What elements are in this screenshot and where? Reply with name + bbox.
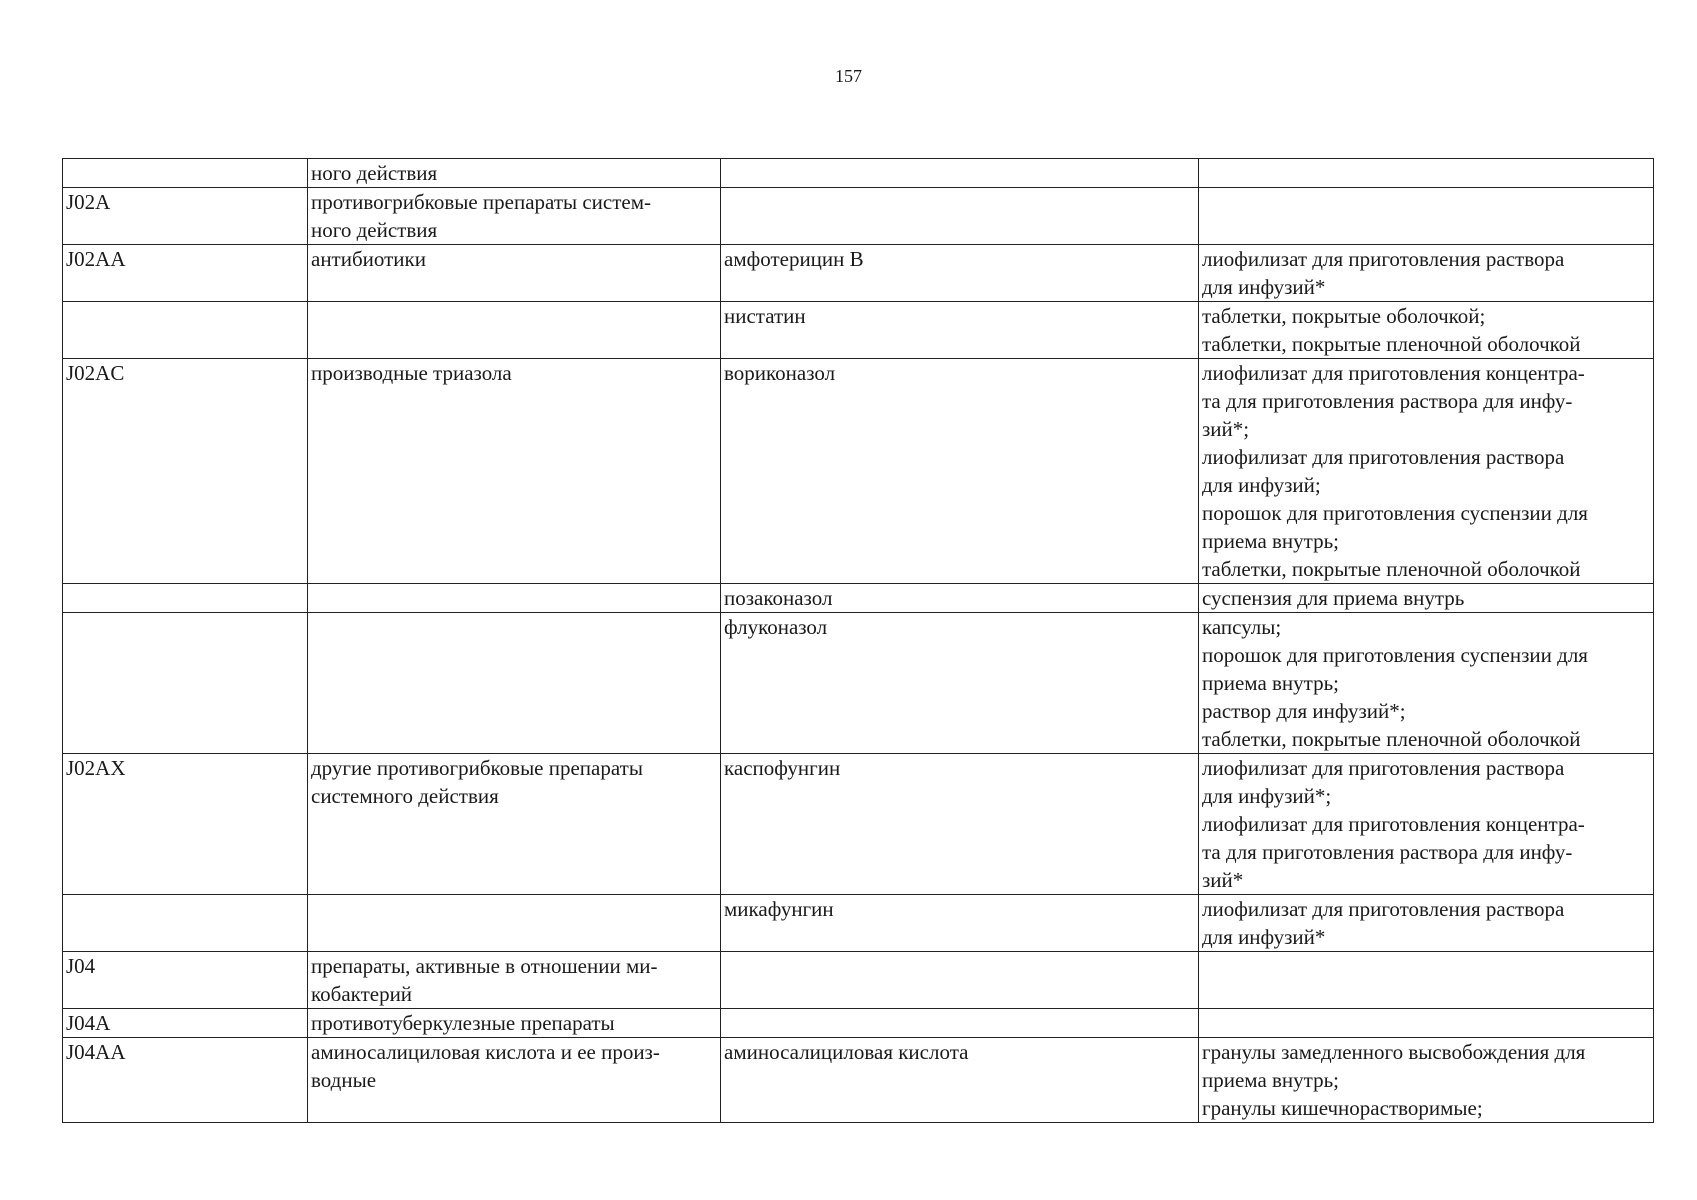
atc-code-cell: J04	[63, 952, 308, 1009]
drug-list-table	[62, 158, 1654, 1123]
dosage-form-cell: гранулы замедленного высвобождения для приема внутрь; гранулы кишечнорастворимые;	[1199, 1038, 1654, 1123]
atc-code-cell: J04A	[63, 1009, 308, 1038]
drug-name-cell: нистатин	[721, 302, 1199, 359]
pharmacological-group-cell	[308, 302, 721, 359]
dosage-form-cell	[1199, 188, 1654, 245]
table-row	[63, 754, 1654, 895]
atc-code-cell	[63, 613, 308, 754]
drug-name-cell	[721, 188, 1199, 245]
pharmacological-group-cell: препараты, активные в отношении ми- кобактерий	[308, 952, 721, 1009]
atc-code-cell: J02AA	[63, 245, 308, 302]
drug-name-cell: микафунгин	[721, 895, 1199, 952]
table-row	[63, 1009, 1654, 1038]
dosage-form-cell: лиофилизат для приготовления раствора для инфузий*	[1199, 245, 1654, 302]
table-row	[63, 302, 1654, 359]
pharmacological-group-cell: антибиотики	[308, 245, 721, 302]
pharmacological-group-cell: аминосалициловая кислота и ее произ- водные	[308, 1038, 721, 1123]
dosage-form-cell: лиофилизат для приготовления концентра- та для приготовления раствора для инфу- зий*; лиофилизат для приготовления раствора для инфузий; порошок для приготовления суспензии для приема внутрь; таблетки, покрытые пленочной оболочкой	[1199, 359, 1654, 584]
pharmacological-group-cell: противотуберкулезные препараты	[308, 1009, 721, 1038]
drug-name-cell: флуконазол	[721, 613, 1199, 754]
pharmacological-group-cell: ного действия	[308, 159, 721, 188]
table-row	[63, 895, 1654, 952]
table-row	[63, 952, 1654, 1009]
atc-code-cell: J04AA	[63, 1038, 308, 1123]
table-row	[63, 159, 1654, 188]
drug-name-cell: каспофунгин	[721, 754, 1199, 895]
atc-code-cell: J02AC	[63, 359, 308, 584]
dosage-form-cell: капсулы; порошок для приготовления суспензии для приема внутрь; раствор для инфузий*; таблетки, покрытые пленочной оболочкой	[1199, 613, 1654, 754]
pharmacological-group-cell: другие противогрибковые препараты системного действия	[308, 754, 721, 895]
table-row	[63, 188, 1654, 245]
dosage-form-cell: лиофилизат для приготовления раствора для инфузий*; лиофилизат для приготовления концентра- та для приготовления раствора для инфу- зий*	[1199, 754, 1654, 895]
table-row	[63, 359, 1654, 584]
atc-code-cell	[63, 302, 308, 359]
page-number: 157	[835, 66, 862, 86]
pharmacological-group-cell	[308, 584, 721, 613]
dosage-form-cell: суспензия для приема внутрь	[1199, 584, 1654, 613]
pharmacological-group-cell: производные триазола	[308, 359, 721, 584]
drug-name-cell	[721, 1009, 1199, 1038]
drug-name-cell: аминосалициловая кислота	[721, 1038, 1199, 1123]
dosage-form-cell	[1199, 159, 1654, 188]
dosage-form-cell	[1199, 952, 1654, 1009]
dosage-form-cell: лиофилизат для приготовления раствора для инфузий*	[1199, 895, 1654, 952]
pharmacological-group-cell: противогрибковые препараты систем- ного действия	[308, 188, 721, 245]
drug-name-cell: амфотерицин В	[721, 245, 1199, 302]
drug-name-cell	[721, 952, 1199, 1009]
atc-code-cell	[63, 584, 308, 613]
atc-code-cell: J02AX	[63, 754, 308, 895]
table-row	[63, 1038, 1654, 1123]
table-row	[63, 584, 1654, 613]
pharmacological-group-cell	[308, 613, 721, 754]
atc-code-cell: J02A	[63, 188, 308, 245]
table-row	[63, 613, 1654, 754]
dosage-form-cell	[1199, 1009, 1654, 1038]
drug-name-cell	[721, 159, 1199, 188]
pharmacological-group-cell	[308, 895, 721, 952]
drug-name-cell: позаконазол	[721, 584, 1199, 613]
atc-code-cell	[63, 159, 308, 188]
dosage-form-cell: таблетки, покрытые оболочкой; таблетки, покрытые пленочной оболочкой	[1199, 302, 1654, 359]
table-row	[63, 245, 1654, 302]
atc-code-cell	[63, 895, 308, 952]
drug-name-cell: вориконазол	[721, 359, 1199, 584]
